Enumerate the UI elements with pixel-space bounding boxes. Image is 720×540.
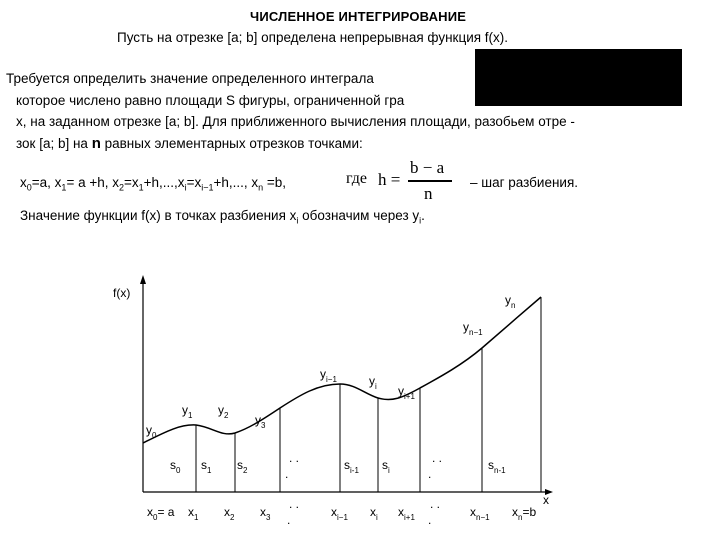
- pt-x1-val: = a +h, x: [66, 175, 119, 190]
- text-line-4-start: зок [a; b] на: [16, 136, 92, 151]
- si-label: $s_i$: [382, 458, 390, 475]
- yi-label: $y_i$: [369, 374, 377, 391]
- pt-xn-sub: n: [258, 182, 264, 193]
- xi-label: $x_i$: [370, 505, 378, 522]
- ellipsis-dots-1: . .: [289, 451, 300, 465]
- s1-label: $s_1$: [201, 458, 212, 475]
- yi-1-label: $y_{i-1}$: [320, 367, 337, 384]
- values-sub-x: i: [296, 215, 299, 226]
- pt-x2-val: =x: [124, 175, 139, 190]
- x-axis-label: x: [543, 493, 549, 507]
- pt-xi-sub: i: [184, 182, 187, 193]
- values-line-end: .: [421, 208, 425, 223]
- pt-x2b-val: +h,...,x: [143, 175, 185, 190]
- y3-label: $y_3$: [255, 413, 266, 430]
- y-axis-arrow: [140, 275, 146, 284]
- values-line-mid: обозначим через y: [298, 208, 420, 223]
- intro-text: Пусть на отрезке [a; b] определена непрерывная функция f(x).: [117, 30, 509, 45]
- n-symbol: n: [91, 135, 101, 152]
- pt-x0-sub: 0: [26, 182, 32, 193]
- ellipsis-dots-5: . .: [289, 497, 300, 511]
- text-line-3: x, на заданном отрезке [a; b]. Для приближенного вычисления площади, разобьем отре -: [16, 114, 575, 129]
- yi+1-label: $y_{i+1}$: [398, 384, 415, 401]
- fraction-numerator: b − a: [410, 158, 445, 177]
- x2-label: $x_2$: [224, 505, 235, 522]
- xi+1-label: $x_{i+1}$: [398, 505, 415, 522]
- ellipsis-dots-8: .: [428, 513, 432, 527]
- yn-1-label: $y_{n-1}$: [463, 320, 483, 337]
- pt-x2-sub: 2: [118, 182, 124, 193]
- fx-label: f(x): [113, 286, 131, 300]
- xi-1-label: $x_{i-1}$: [331, 505, 348, 522]
- x1-label: $x_1$: [188, 505, 199, 522]
- step-text: – шаг разбиения.: [470, 175, 579, 190]
- pt-xi1-val: +h,..., x: [213, 175, 259, 190]
- xn-label: $x_n=b$: [512, 505, 537, 522]
- page-title: ЧИСЛЕННОЕ ИНТЕГРИРОВАНИЕ: [250, 9, 467, 24]
- pt-x0-val: =a, x: [31, 175, 62, 190]
- ellipsis-dots-2: .: [285, 467, 289, 481]
- s2-label: $s_2$: [237, 458, 248, 475]
- h-equals: h =: [378, 170, 401, 189]
- ellipsis-dots-7: . .: [430, 497, 441, 511]
- pt-x0: x: [20, 175, 27, 190]
- text-line-2: которое числено равно площади S фигуры, ограниченной гра: [16, 93, 405, 108]
- pt-xn-val: =b,: [263, 175, 287, 190]
- x0-label: $x_0= a$: [147, 505, 175, 522]
- fraction-denominator: n: [424, 184, 433, 203]
- y0-label: $y_0$: [146, 423, 157, 440]
- x3-label: $x_3$: [260, 505, 271, 522]
- values-line-start: Значение функции f(x) в точках разбиения x: [20, 208, 297, 223]
- y1-label: $y_1$: [182, 403, 193, 420]
- sn-1-label: $s_{n-1}$: [488, 458, 506, 475]
- text-line-4-end: равных элементарных отрезков точками:: [100, 136, 363, 151]
- pt-x2b-sub: 1: [138, 182, 144, 193]
- ellipsis-dots-6: .: [287, 513, 291, 527]
- pt-xi-val: =x: [186, 175, 202, 190]
- xn-1-label: $x_{n-1}$: [470, 505, 490, 522]
- si-1-label: $s_{i-1}$: [344, 458, 359, 475]
- ellipsis-dots-4: .: [428, 467, 432, 481]
- s0-label: $s_0$: [170, 458, 181, 475]
- pt-x1-sub: 1: [61, 182, 67, 193]
- function-curve: [143, 297, 541, 443]
- text-line-1: Требуется определить значение определенного интеграла: [6, 71, 374, 86]
- gde-label: где: [346, 170, 368, 187]
- y2-label: $y_2$: [218, 403, 229, 420]
- ellipsis-dots-3: . .: [432, 451, 443, 465]
- pt-xi1-sub: i−1: [201, 182, 214, 193]
- values-sub-y: i: [419, 215, 422, 226]
- yn-label: $y_n$: [505, 293, 516, 310]
